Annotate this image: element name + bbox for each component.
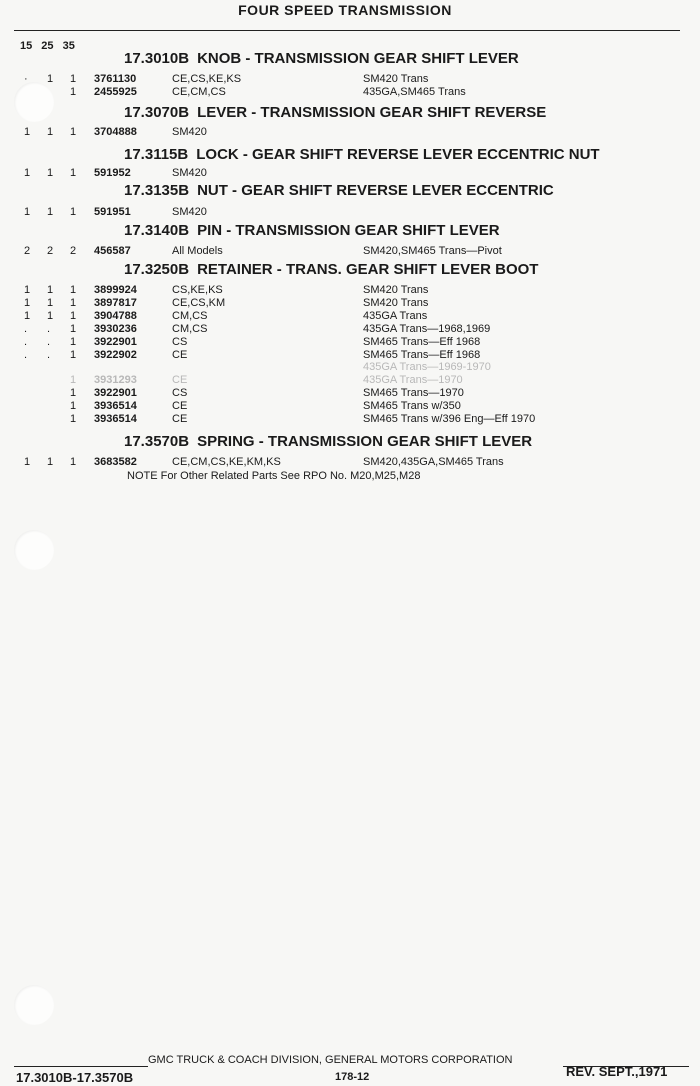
- model-application: CE: [172, 374, 188, 387]
- qty-35: 1: [70, 322, 77, 335]
- model-application: CS,KE,KS: [172, 284, 223, 296]
- qty-25: 1: [47, 206, 54, 218]
- qty-35: 1: [70, 387, 77, 400]
- qty-35: 1: [70, 400, 77, 413]
- qty-35: 1: [70, 73, 77, 85]
- model-application: CM,CS: [172, 322, 208, 335]
- qty-35: 1: [70, 284, 77, 296]
- part-description: SM420 Trans: [363, 284, 429, 296]
- qty-15: 1: [24, 206, 31, 218]
- section-heading: [124, 433, 532, 450]
- qty-35: 1: [70, 85, 77, 98]
- part-number: 456587: [94, 245, 131, 257]
- qty-25: 1: [47, 167, 54, 179]
- model-application: All Models: [172, 245, 223, 257]
- section-number: 17.3140B: [124, 222, 190, 239]
- part-row: [0, 336, 700, 348]
- section-number: 17.3135B: [124, 182, 190, 199]
- part-description: SM465 Trans w/396 Eng—Eff 1970: [363, 413, 536, 425]
- top-rule: [14, 30, 680, 31]
- model-application: SM420: [172, 126, 207, 138]
- section-title: NUT - GEAR SHIFT REVERSE LEVER ECCENTRIC: [197, 182, 554, 199]
- model-application: CE,CS,KM: [172, 296, 226, 309]
- model-application: CE,CM,CS,KE,KM,KS: [172, 456, 281, 468]
- part-row: [0, 310, 700, 322]
- qty-25: 1: [47, 284, 54, 296]
- model-application: SM420: [172, 206, 207, 218]
- qty-15: 2: [24, 245, 31, 257]
- part-number: 3922901: [94, 387, 137, 400]
- punch-hole: [14, 530, 54, 570]
- qty-15: 1: [24, 284, 31, 296]
- part-number: 3761130: [94, 73, 137, 85]
- model-application: CE: [172, 348, 188, 361]
- model-application: CS: [172, 387, 188, 400]
- part-number: 3899924: [94, 284, 137, 296]
- page-title: FOUR SPEED TRANSMISSION: [238, 2, 452, 18]
- qty-25: .: [47, 322, 51, 335]
- qty-15: 1: [24, 296, 31, 309]
- section-heading: [124, 222, 500, 239]
- part-description: 435GA Trans—1968,1969: [363, 322, 491, 335]
- part-number: 3930236: [94, 322, 137, 335]
- quantity-column-headers: 15 25 35: [20, 40, 75, 52]
- model-application: CE: [172, 400, 188, 413]
- model-application: CS: [172, 335, 188, 348]
- part-number: 3936514: [94, 413, 137, 425]
- part-number: 2455925: [94, 85, 137, 98]
- model-application: CM,CS: [172, 309, 208, 322]
- part-row: [0, 126, 700, 138]
- section-title: RETAINER - TRANS. GEAR SHIFT LEVER BOOT: [197, 261, 539, 278]
- qty-25: 2: [47, 245, 54, 257]
- qty-25: 1: [47, 73, 54, 85]
- section-number: 17.3010B: [124, 50, 190, 67]
- section-heading: [124, 146, 600, 163]
- part-row: [0, 413, 700, 425]
- qty-15: 1: [24, 126, 31, 138]
- part-number: 3897817: [94, 296, 137, 309]
- footer-division: GMC TRUCK & COACH DIVISION, GENERAL MOTORS CORPORATION: [148, 1054, 513, 1066]
- qty-25: 1: [47, 309, 54, 322]
- section-number: 17.3570B: [124, 433, 190, 450]
- part-description: SM420,435GA,SM465 Trans: [363, 456, 504, 468]
- section-number: 17.3250B: [124, 261, 190, 278]
- qty-15: 1: [24, 456, 31, 468]
- section-heading: [124, 182, 554, 199]
- punch-hole: [14, 985, 54, 1025]
- part-description: SM465 Trans w/350: [363, 400, 461, 413]
- section-title: PIN - TRANSMISSION GEAR SHIFT LEVER: [197, 222, 500, 239]
- qty-35: 1: [70, 335, 77, 348]
- part-description: 435GA Trans—1969-1970: [363, 361, 491, 374]
- model-application: SM420: [172, 167, 207, 179]
- part-number: 3931293: [94, 374, 137, 387]
- section-heading: [124, 261, 538, 278]
- qty-35: 1: [70, 206, 77, 218]
- footer-rule: [14, 1066, 148, 1067]
- part-row: [0, 86, 700, 98]
- qty-35: 1: [70, 413, 77, 425]
- part-number: 3922902: [94, 348, 137, 361]
- section-title: LOCK - GEAR SHIFT REVERSE LEVER ECCENTRIC NUT: [196, 146, 600, 163]
- part-description: SM420,SM465 Trans—Pivot: [363, 245, 502, 257]
- section-heading: [124, 50, 519, 67]
- qty-35: 1: [70, 374, 77, 387]
- part-description: SM465 Trans—1970: [363, 387, 464, 400]
- qty-15: .: [24, 322, 28, 335]
- qty-35: 1: [70, 309, 77, 322]
- part-row: [0, 297, 700, 309]
- model-application: CE,CS,KE,KS: [172, 73, 242, 85]
- qty-35: 1: [70, 126, 77, 138]
- section-number: 17.3115B: [124, 146, 189, 163]
- part-row: [0, 361, 700, 373]
- footer-section-range: 17.3010B-17.3570B: [16, 1070, 134, 1085]
- part-description: 435GA,SM465 Trans: [363, 85, 466, 98]
- qty-25: 1: [47, 126, 54, 138]
- qty-35: 1: [70, 348, 77, 361]
- part-row: [0, 374, 700, 386]
- section-title: KNOB - TRANSMISSION GEAR SHIFT LEVER: [197, 50, 519, 67]
- section-title: LEVER - TRANSMISSION GEAR SHIFT REVERSE: [197, 104, 547, 121]
- section-heading: [124, 104, 546, 121]
- qty-15: .: [24, 335, 28, 348]
- section-title: SPRING - TRANSMISSION GEAR SHIFT LEVER: [197, 433, 533, 450]
- qty-15: 1: [24, 309, 31, 322]
- section-number: 17.3070B: [124, 104, 190, 121]
- qty-25: .: [47, 348, 51, 361]
- part-row: [0, 349, 700, 361]
- footer-revision-date: REV. SEPT.,1971: [566, 1064, 668, 1079]
- footer-page-number: 178-12: [335, 1071, 370, 1083]
- part-description: SM420 Trans: [363, 73, 429, 85]
- part-description: SM465 Trans—Eff 1968: [363, 335, 481, 348]
- qty-35: 1: [70, 296, 77, 309]
- qty-35: 1: [70, 167, 77, 179]
- part-row: [0, 387, 700, 399]
- qty-25: 1: [47, 456, 54, 468]
- qty-15: .: [24, 348, 28, 361]
- part-number: 3904788: [94, 309, 137, 322]
- model-application: CE,CM,CS: [172, 85, 226, 98]
- part-number: 3704888: [94, 126, 137, 138]
- part-row: [0, 206, 700, 218]
- qty-15: ·: [24, 73, 28, 85]
- part-number: 3922901: [94, 335, 137, 348]
- part-row: [0, 73, 700, 85]
- part-number: 591952: [94, 167, 131, 179]
- qty-25: .: [47, 335, 51, 348]
- part-row: [0, 456, 700, 468]
- part-row: [0, 323, 700, 335]
- qty-35: 2: [70, 245, 77, 257]
- part-description: SM420 Trans: [363, 296, 429, 309]
- qty-15: 1: [24, 167, 31, 179]
- part-row: [0, 245, 700, 257]
- part-row: [0, 400, 700, 412]
- qty-35: 1: [70, 456, 77, 468]
- part-number: 3683582: [94, 456, 137, 468]
- part-description: 435GA Trans—1970: [363, 374, 463, 387]
- part-row: [0, 284, 700, 296]
- part-description: 435GA Trans: [363, 309, 428, 322]
- part-number: 3936514: [94, 400, 137, 413]
- part-description: SM465 Trans—Eff 1968: [363, 348, 481, 361]
- related-parts-note: NOTE For Other Related Parts See RPO No. M20,M25,M28: [127, 470, 421, 482]
- part-number: 591951: [94, 206, 131, 218]
- model-application: CE: [172, 413, 188, 425]
- part-row: [0, 167, 700, 179]
- qty-25: 1: [47, 296, 54, 309]
